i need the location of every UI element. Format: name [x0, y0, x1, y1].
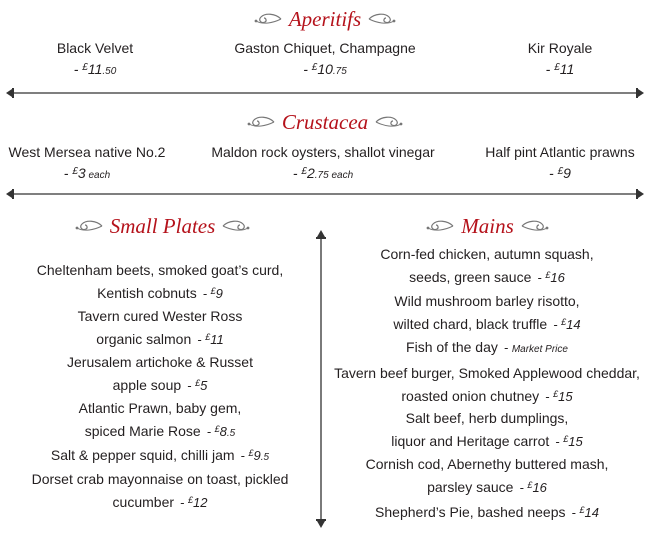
item-price: - Market Price	[503, 340, 568, 355]
item-price: - £9	[549, 165, 571, 181]
small-plate-item	[10, 443, 310, 468]
main-item	[332, 454, 642, 500]
item-line: Cornish cod, Abernethy buttered mash,	[365, 456, 609, 472]
item-line: Fish of the day - Market Price	[406, 339, 568, 355]
main-item	[332, 408, 642, 454]
item-price: - £8.5	[206, 424, 236, 439]
item-line: Atlantic Prawn, baby gem,	[78, 400, 242, 416]
item-name: Black Velvet	[56, 40, 134, 56]
main-item	[332, 363, 642, 409]
item-price: - £2.75 each	[292, 165, 354, 181]
item-line: Salt & pepper squid, chilli jam - £9.5	[50, 447, 270, 463]
item-line: Corn-fed chicken, autumn squash,	[380, 246, 594, 262]
swirl-left-icon	[425, 218, 455, 234]
item-line: Wild mushroom barley risotto,	[394, 293, 580, 309]
aperitif-item	[490, 38, 630, 82]
aperitif-item	[200, 38, 450, 82]
item-name: West Mersea native No.2	[8, 144, 166, 160]
item-name: Maldon rock oysters, shallot vinegar	[211, 144, 435, 160]
crustacea-item	[200, 142, 446, 186]
item-line: Tavern beef burger, Smoked Applewood cheddar,	[334, 365, 640, 381]
section-divider	[4, 86, 646, 100]
small-plate-item	[10, 352, 310, 398]
item-line: Tavern cured Wester Ross	[77, 308, 243, 324]
small-plate-item	[10, 469, 310, 515]
item-price: - £14	[553, 317, 581, 332]
column-divider	[314, 229, 328, 529]
item-price: - £15	[555, 434, 583, 449]
item-price: - £14	[571, 505, 599, 520]
item-line: wilted chard, black truffle - £14	[393, 316, 581, 332]
item-price: - £16	[537, 270, 565, 285]
item-line: Cheltenham beets, smoked goat’s curd,	[36, 262, 284, 278]
swirl-right-icon	[367, 11, 397, 27]
item-price: - £11	[197, 332, 224, 347]
item-line: roasted onion chutney - £15	[401, 388, 573, 404]
mains-title: Mains	[461, 213, 514, 238]
item-line: Shepherd’s Pie, bashed neeps - £14	[375, 504, 599, 520]
item-price: - £11.50	[73, 61, 117, 77]
item-line: parsley sauce - £16	[427, 479, 547, 495]
swirl-left-icon	[246, 114, 276, 130]
item-line: apple soup - £5	[112, 377, 208, 393]
main-item	[332, 337, 642, 360]
main-item	[332, 244, 642, 290]
item-price: - £3 each	[63, 165, 111, 181]
item-name: Half pint Atlantic prawns	[485, 144, 635, 160]
crustacea-title: Crustacea	[281, 109, 369, 134]
item-price: - £12	[180, 495, 208, 510]
item-name: Kir Royale	[527, 40, 593, 56]
crustacea-heading	[0, 108, 650, 136]
swirl-left-icon	[253, 11, 283, 27]
small-plates-title: Small Plates	[109, 213, 216, 238]
section-divider	[4, 187, 646, 201]
swirl-right-icon	[520, 218, 550, 234]
item-line: liquor and Heritage carrot - £15	[391, 433, 583, 449]
item-price: - £10.75	[303, 61, 347, 77]
item-line: seeds, green sauce - £16	[409, 269, 565, 285]
item-price: - £5	[187, 378, 208, 393]
item-line: spiced Marie Rose - £8.5	[84, 423, 236, 439]
item-line: organic salmon - £11	[96, 331, 224, 347]
small-plate-item	[10, 260, 310, 306]
swirl-right-icon	[221, 218, 251, 234]
item-line: Kentish cobnuts - £9	[97, 285, 223, 301]
item-price: - £16	[519, 480, 547, 495]
mains-heading	[325, 212, 650, 240]
crustacea-item	[2, 142, 172, 186]
item-price: - £9	[202, 286, 223, 301]
aperitif-item	[10, 38, 180, 82]
aperitifs-title: Aperitifs	[288, 6, 362, 31]
item-line: Salt beef, herb dumplings,	[405, 410, 569, 426]
item-line: cucumber - £12	[112, 494, 208, 510]
main-item	[332, 291, 642, 337]
aperitifs-heading	[0, 5, 650, 33]
small-plates-heading	[0, 212, 325, 240]
small-plate-item	[10, 398, 310, 444]
small-plate-item	[10, 306, 310, 352]
main-item	[332, 500, 642, 525]
swirl-left-icon	[74, 218, 104, 234]
item-line: Dorset crab mayonnaise on toast, pickled	[31, 471, 289, 487]
item-price: - £15	[545, 389, 573, 404]
item-price: - £11	[545, 61, 575, 77]
item-line: Jerusalem artichoke & Russet	[67, 354, 253, 370]
crustacea-item	[470, 142, 650, 186]
item-price: - £9.5	[240, 448, 270, 463]
item-name: Gaston Chiquet, Champagne	[234, 40, 416, 56]
swirl-right-icon	[374, 114, 404, 130]
